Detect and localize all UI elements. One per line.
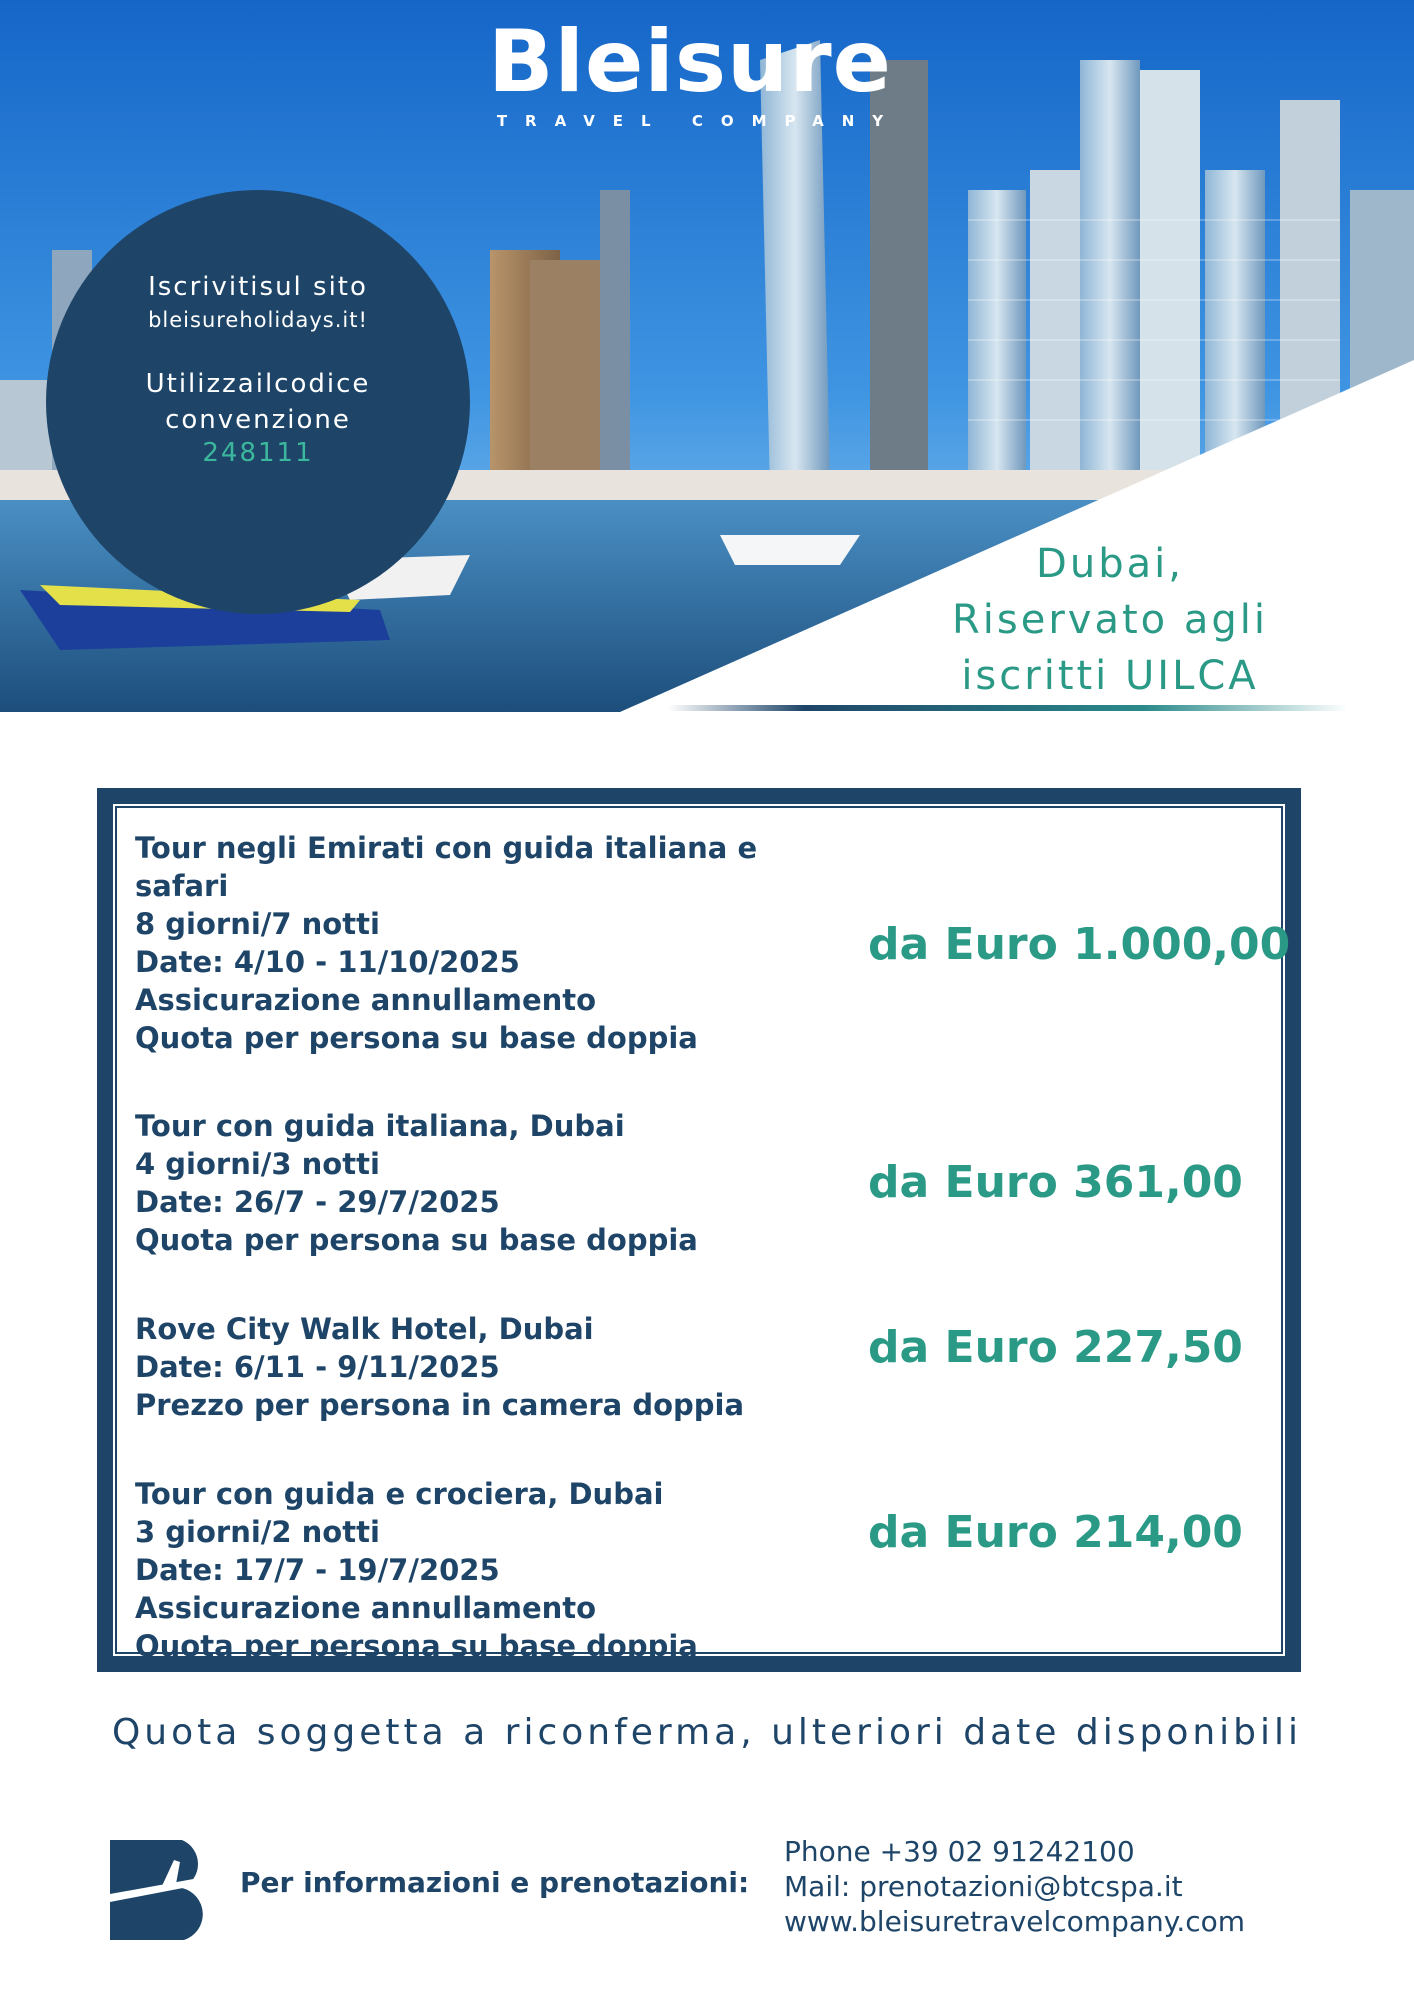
offer-price: da Euro 214,00: [868, 1507, 1243, 1558]
bleisure-b-logo-icon: [110, 1840, 228, 1940]
offer-details: [135, 1475, 735, 1665]
offer-line: Tour negli Emirati con guida italiana e: [135, 831, 758, 865]
offer-line: Quota per persona su base doppia: [135, 1629, 698, 1663]
hero-title-line3: iscritti UILCA: [961, 653, 1259, 699]
mail-text[interactable]: Mail: prenotazioni@btcspa.it: [784, 1870, 1183, 1903]
promo-circle: [46, 190, 470, 614]
offer-line: Tour con guida e crociera, Dubai: [135, 1477, 664, 1511]
hero-title: [890, 536, 1330, 704]
promo-signup-text: Iscrivitisul sito: [148, 272, 368, 302]
offer-line: Date: 6/11 - 9/11/2025: [135, 1350, 500, 1384]
offer-line: Date: 26/7 - 29/7/2025: [135, 1185, 500, 1219]
offer-line: Prezzo per persona in camera doppia: [135, 1388, 745, 1422]
offer-details: [135, 1107, 735, 1259]
availability-note: Quota soggetta a riconferma, ulteriori date disponibili: [111, 1712, 1303, 1753]
offer-line: Date: 17/7 - 19/7/2025: [135, 1553, 500, 1587]
promo-site-link[interactable]: bleisureholidays.it!: [148, 308, 368, 332]
website-link[interactable]: www.bleisuretravelcompany.com: [784, 1905, 1246, 1938]
offer-line: 3 giorni/2 notti: [135, 1515, 380, 1549]
offer-line: Assicurazione annullamento: [135, 1591, 597, 1625]
brand-logo: [0, 14, 1380, 130]
offer-line: Rove City Walk Hotel, Dubai: [135, 1312, 594, 1346]
offer-line: Quota per persona su base doppia: [135, 1021, 698, 1055]
offer-line: 8 giorni/7 notti: [135, 907, 380, 941]
hero-title-line2: Riservato agli: [952, 597, 1268, 643]
offer-price: da Euro 361,00: [868, 1157, 1243, 1208]
offer-line: Quota per persona su base doppia: [135, 1223, 698, 1257]
hero-title-line1: Dubai,: [1036, 541, 1184, 587]
offer-details: [135, 1310, 745, 1424]
offer-line: Date: 4/10 - 11/10/2025: [135, 945, 520, 979]
offer-line: safari: [135, 869, 229, 903]
offer-details: [135, 829, 758, 1057]
contact-block: [784, 1834, 1245, 1939]
offer-price: da Euro 1.000,00: [868, 919, 1291, 970]
hero-banner: [0, 0, 1414, 712]
offer-line: Tour con guida italiana, Dubai: [135, 1109, 625, 1143]
brand-tagline: TRAVEL COMPANY: [496, 112, 902, 130]
promo-code-label: Utilizzailcodice convenzione: [145, 369, 371, 435]
offer-price: da Euro 227,50: [868, 1322, 1243, 1373]
offers-panel: [97, 788, 1301, 1672]
phone-text[interactable]: Phone +39 02 91242100: [784, 1835, 1135, 1868]
promo-code: 248111: [202, 438, 314, 468]
offer-line: Assicurazione annullamento: [135, 983, 597, 1017]
hero-divider: [668, 705, 1348, 711]
offer-line: 4 giorni/3 notti: [135, 1147, 380, 1181]
info-label: Per informazioni e prenotazioni:: [240, 1866, 750, 1899]
brand-name: Bleisure: [488, 12, 892, 112]
